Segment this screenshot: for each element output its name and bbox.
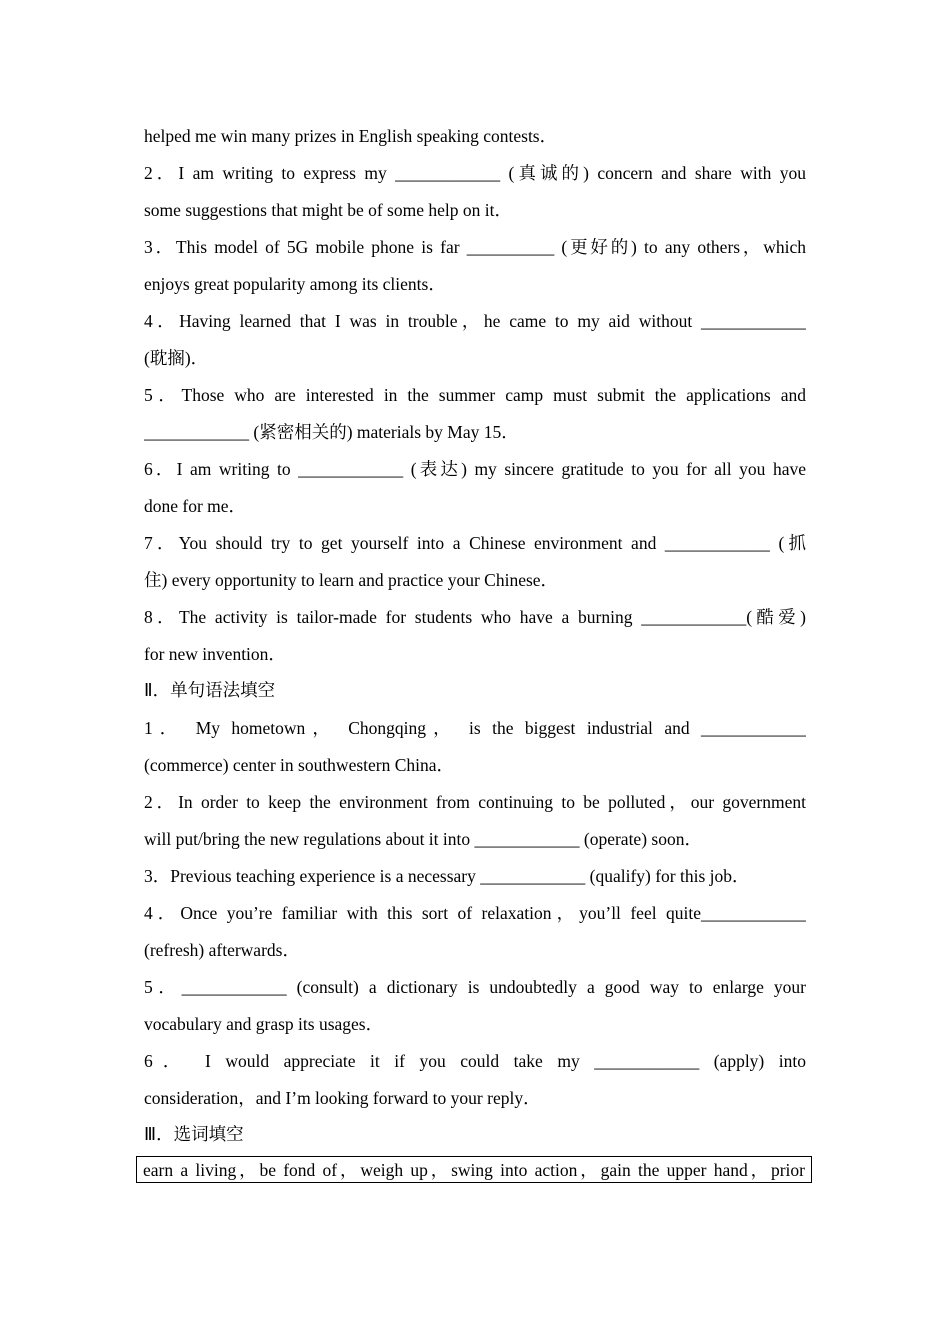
text-line: (commerce) center in southwestern China． [144,755,455,775]
text-line: enjoys great popularity among its clients． [144,274,446,294]
grammar-question-5-line: 5．____________ (consult) a dictionary is undoubtedly a good way to enlarge your [144,977,806,997]
question-8-line: 8．The activity is tailor-made for students who have a burning ____________(酷爱) [144,607,806,627]
section-3-heading: Ⅲ．选词填空 [144,1125,244,1145]
grammar-question-6-line: 6． I would appreciate it if you could take my ____________ (apply) into [144,1051,806,1071]
question-3-line: 3．This model of 5G mobile phone is far __________ (更好的) to any others，which [144,237,806,257]
text-line: consideration，and I’m looking forward to your reply． [144,1088,541,1108]
text-line: ____________ (紧密相关的) materials by May 15． [144,422,519,442]
question-4-line: 4．Having learned that I was in trouble，he came to my aid without ____________ [144,311,806,331]
grammar-question-3-line: 3．Previous teaching experience is a necessary ____________ (qualify) for this job． [144,866,750,886]
word-bank-box: earn a living，be fond of，weigh up，swing into action，gain the upper hand，prior [136,1156,812,1183]
text-line: (refresh) afterwards． [144,940,300,960]
grammar-question-2-line: 2．In order to keep the environment from continuing to be polluted，our government [144,792,806,812]
question-5-line: 5．Those who are interested in the summer camp must submit the applications and [144,385,806,405]
question-6-line: 6．I am writing to ____________ (表达) my sincere gratitude to you for all you have [144,459,806,479]
text-line: helped me win many prizes in English speaking contests． [144,126,558,146]
text-line: done for me． [144,496,247,516]
exercise-content [144,118,806,1154]
text-line: will put/bring the new regulations about it into ____________ (operate) soon． [144,829,702,849]
section-2-heading: Ⅱ．单句语法填空 [144,681,276,701]
text-line: for new invention． [144,644,286,664]
grammar-question-1-line: 1． My hometown， Chongqing， is the biggest industrial and ____________ [144,718,806,738]
text-line: (耽搁)． [144,348,209,368]
question-7-line: 7．You should try to get yourself into a Chinese environment and ____________ (抓 [144,533,806,553]
text-line: 住) every opportunity to learn and practice your Chinese． [144,570,559,590]
text-line: vocabulary and grasp its usages． [144,1014,384,1034]
question-2-line: 2．I am writing to express my ____________ (真诚的) concern and share with you [144,163,806,183]
grammar-question-4-line: 4．Once you’re familiar with this sort of relaxation，you’ll feel quite____________ [144,903,806,923]
text-line: some suggestions that might be of some help on it． [144,200,512,220]
